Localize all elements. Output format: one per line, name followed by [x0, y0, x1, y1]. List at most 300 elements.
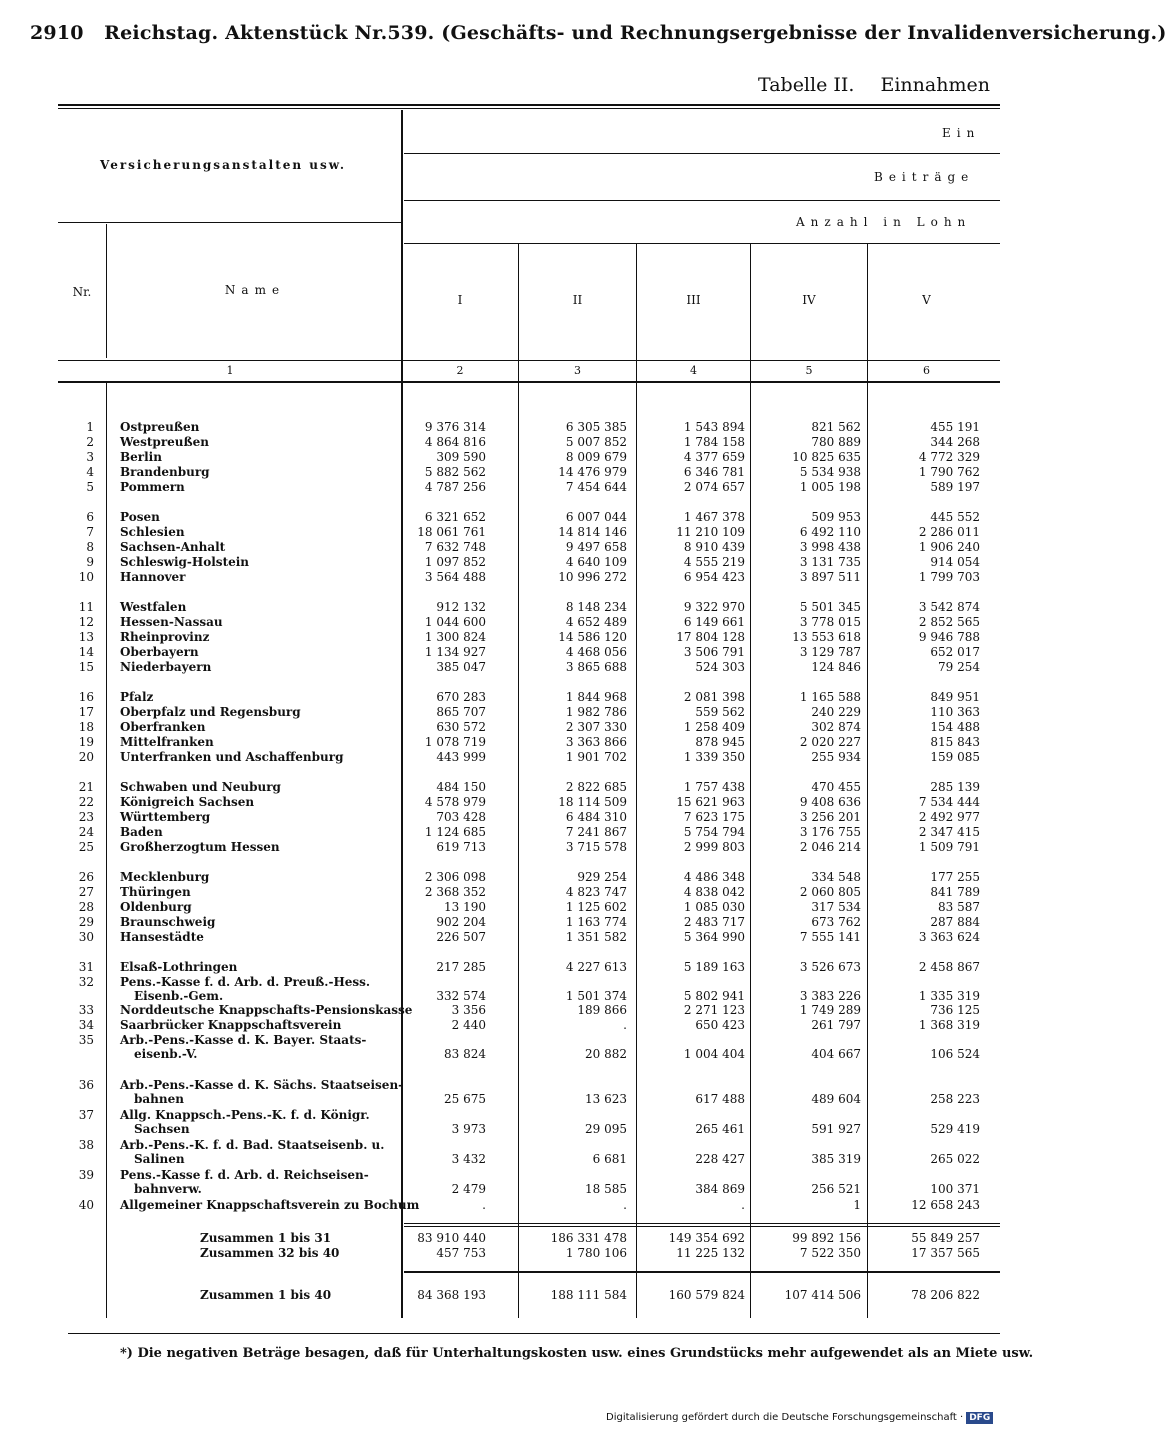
row-value-class-1: 3 564 488	[424, 570, 486, 584]
row-value-class-4: 2 020 227	[799, 735, 861, 749]
total-row	[0, 1288, 1000, 1303]
row-value-class-2: 3 715 578	[565, 840, 627, 854]
row-number: 13	[78, 630, 94, 644]
row-value-class-3: 2 483 717	[683, 915, 745, 929]
row-value-class-2: 189 866	[577, 1003, 627, 1017]
col-class-V: V	[922, 293, 931, 307]
row-value-class-5: 159 085	[930, 750, 980, 764]
table-row	[0, 540, 1000, 555]
row-value-class-1: 83 824	[444, 1047, 486, 1061]
row-value-class-1: 3 356	[451, 1003, 486, 1017]
total-row	[0, 1246, 1000, 1261]
row-name: Westfalen	[120, 600, 187, 614]
row-value-class-3: 7 623 175	[683, 810, 745, 824]
row-value-class-2: 1 125 602	[565, 900, 627, 914]
row-name-continued: Sachsen	[134, 1122, 190, 1136]
row-name-continued: Eisenb.-Gem.	[134, 989, 224, 1003]
row-value-class-4: 3 129 787	[799, 645, 861, 659]
row-value-class-3: .	[741, 1198, 745, 1212]
row-value-class-5: 455 191	[930, 420, 980, 434]
row-number: 16	[78, 690, 94, 704]
col-class-I: I	[457, 293, 463, 307]
col-number-6: 6	[923, 364, 930, 377]
row-value-class-1: 1 124 685	[424, 825, 486, 839]
row-name: Sachsen-Anhalt	[120, 540, 226, 554]
row-name: Allgemeiner Knappschaftsverein zu Bochum	[120, 1198, 420, 1212]
row-value-class-2: 8 148 234	[565, 600, 627, 614]
row-number: 1	[86, 420, 94, 434]
col-number-2: 2	[456, 364, 464, 377]
row-number: 37	[78, 1108, 94, 1122]
row-value-class-3: 559 562	[695, 705, 745, 719]
table-row	[0, 810, 1000, 825]
row-value-class-3: 5 364 990	[683, 930, 745, 944]
row-name: Berlin	[120, 450, 162, 464]
table-row	[0, 780, 1000, 795]
page-header	[30, 22, 1167, 44]
row-value-class-1: 443 999	[436, 750, 486, 764]
row-value-class-5: 2 286 011	[918, 525, 980, 539]
rule-anzahl	[404, 243, 1000, 244]
row-value-class-3: 1 004 404	[683, 1047, 745, 1061]
row-value-class-4: 1 165 588	[799, 690, 861, 704]
row-value-class-4: 2 046 214	[799, 840, 861, 854]
row-name: Allg. Knappsch.-Pens.-K. f. d. Königr.	[120, 1108, 370, 1122]
row-value-class-3: 1 757 438	[683, 780, 745, 794]
row-value-class-4: 240 229	[811, 705, 861, 719]
row-value-class-2: 1 901 702	[565, 750, 627, 764]
row-name: Mecklenburg	[120, 870, 210, 884]
row-value-class-1: 9 376 314	[424, 420, 486, 434]
row-value-class-3: 1 543 894	[683, 420, 745, 434]
table-row	[0, 1018, 1000, 1033]
rule-beitraege	[404, 200, 1000, 201]
table-row	[0, 840, 1000, 855]
row-value-class-3: 2 074 657	[683, 480, 745, 494]
row-number: 21	[78, 780, 94, 794]
row-number: 30	[78, 930, 94, 944]
row-value-class-4: 5 501 345	[799, 600, 861, 614]
row-value-class-1: 4 578 979	[424, 795, 486, 809]
table-top-rule-2	[58, 108, 1000, 109]
nr-divider-head	[106, 224, 107, 358]
row-value-class-2: 3 363 866	[565, 735, 627, 749]
table-row	[0, 1168, 1000, 1196]
row-value-class-2: 1 982 786	[565, 705, 627, 719]
row-value-class-2: 2 822 685	[565, 780, 627, 794]
total-value-class-3: 11 225 132	[676, 1246, 745, 1260]
row-value-class-2: 14 586 120	[558, 630, 627, 644]
total-value-class-5: 17 357 565	[911, 1246, 980, 1260]
row-value-class-4: 3 998 438	[799, 540, 861, 554]
row-value-class-5: 1 790 762	[918, 465, 980, 479]
table-row	[0, 720, 1000, 735]
row-value-class-4: 509 953	[811, 510, 861, 524]
row-number: 25	[78, 840, 94, 854]
row-value-class-4: 261 797	[811, 1018, 861, 1032]
table-row	[0, 900, 1000, 915]
rule-table-bottom	[68, 1333, 1000, 1334]
row-value-class-3: 384 869	[695, 1182, 745, 1196]
row-number: 10	[78, 570, 94, 584]
row-value-class-3: 1 339 350	[683, 750, 745, 764]
row-value-class-1: 912 132	[436, 600, 486, 614]
row-value-class-3: 5 189 163	[683, 960, 745, 974]
row-value-class-5: 849 951	[930, 690, 980, 704]
row-value-class-4: 3 897 511	[799, 570, 861, 584]
row-value-class-2: 18 585	[585, 1182, 627, 1196]
row-value-class-4: 3 176 755	[799, 825, 861, 839]
total-value-class-1: 83 910 440	[417, 1231, 486, 1245]
row-value-class-1: .	[482, 1198, 486, 1212]
row-value-class-2: 1 351 582	[565, 930, 627, 944]
row-value-class-1: 1 044 600	[424, 615, 486, 629]
row-value-class-5: 445 552	[930, 510, 980, 524]
row-name: Brandenburg	[120, 465, 210, 479]
row-value-class-2: 18 114 509	[558, 795, 627, 809]
rule-totals-top-2	[404, 1226, 1000, 1227]
row-number: 9	[86, 555, 94, 569]
row-number: 4	[86, 465, 94, 479]
row-value-class-4: 2 060 805	[799, 885, 861, 899]
row-value-class-5: 83 587	[938, 900, 980, 914]
row-value-class-4: 124 846	[811, 660, 861, 674]
table-row	[0, 645, 1000, 660]
row-name: Westpreußen	[120, 435, 209, 449]
row-value-class-1: 3 973	[451, 1122, 486, 1136]
table-section: Einnahmen	[880, 74, 990, 96]
row-value-class-4: 3 131 735	[799, 555, 861, 569]
table-row	[0, 600, 1000, 615]
row-value-class-3: 9 322 970	[683, 600, 745, 614]
row-value-class-5: 841 789	[930, 885, 980, 899]
total-value-class-5: 55 849 257	[911, 1231, 980, 1245]
row-name: Oberfranken	[120, 720, 206, 734]
row-value-class-4: 591 927	[811, 1122, 861, 1136]
row-name: Königreich Sachsen	[120, 795, 255, 809]
row-value-class-1: 2 479	[451, 1182, 486, 1196]
table-row	[0, 480, 1000, 495]
table-number: Tabelle II.	[758, 74, 855, 96]
row-value-class-4: 1 005 198	[799, 480, 861, 494]
row-value-class-2: 929 254	[577, 870, 627, 884]
row-value-class-4: 1 749 289	[799, 1003, 861, 1017]
total-label: Zusammen 1 bis 40	[200, 1288, 332, 1302]
row-value-class-4: 334 548	[811, 870, 861, 884]
total-value-class-2: 188 111 584	[550, 1288, 627, 1302]
total-value-class-4: 7 522 350	[799, 1246, 861, 1260]
row-value-class-5: 2 347 415	[918, 825, 980, 839]
total-value-class-3: 160 579 824	[668, 1288, 745, 1302]
row-value-class-1: 670 283	[436, 690, 486, 704]
row-number: 3	[86, 450, 94, 464]
row-number: 22	[78, 795, 94, 809]
row-name: Hannover	[120, 570, 186, 584]
row-value-class-1: 6 321 652	[424, 510, 486, 524]
row-value-class-4: 821 562	[811, 420, 861, 434]
table-row	[0, 555, 1000, 570]
row-number: 20	[78, 750, 94, 764]
row-name: Württemberg	[120, 810, 211, 824]
row-value-class-1: 25 675	[444, 1092, 486, 1106]
row-name: Pfalz	[120, 690, 154, 704]
row-name: Hessen-Nassau	[120, 615, 223, 629]
caption-beitraege: Beiträge	[874, 170, 975, 184]
row-value-class-2: 10 996 272	[558, 570, 627, 584]
table-row	[0, 825, 1000, 840]
row-name: Schleswig-Holstein	[120, 555, 250, 569]
row-number: 11	[78, 600, 94, 614]
total-label: Zusammen 1 bis 31	[200, 1231, 332, 1245]
table-row	[0, 525, 1000, 540]
row-value-class-1: 619 713	[436, 840, 486, 854]
total-value-class-4: 99 892 156	[792, 1231, 861, 1245]
row-value-class-2: 7 241 867	[565, 825, 627, 839]
row-value-class-4: 3 526 673	[799, 960, 861, 974]
caption-ein: Ein	[942, 126, 981, 140]
row-name: Arb.-Pens.-Kasse d. K. Sächs. Staatseisen-	[120, 1078, 404, 1092]
col-number-4: 4	[690, 364, 697, 377]
row-name: Saarbrücker Knappschaftsverein	[120, 1018, 342, 1032]
table-row	[0, 660, 1000, 675]
row-value-class-1: 309 590	[436, 450, 486, 464]
row-value-class-3: 265 461	[695, 1122, 745, 1136]
row-value-class-5: 1 799 703	[918, 570, 980, 584]
row-value-class-4: 317 534	[811, 900, 861, 914]
row-value-class-5: 652 017	[930, 645, 980, 659]
table-row	[0, 975, 1000, 1003]
row-number: 2	[86, 435, 94, 449]
table-row	[0, 735, 1000, 750]
row-value-class-3: 6 954 423	[683, 570, 745, 584]
row-name: Schlesien	[120, 525, 185, 539]
row-value-class-4: 470 455	[811, 780, 861, 794]
row-value-class-3: 1 467 378	[683, 510, 745, 524]
table-row	[0, 1033, 1000, 1061]
row-value-class-4: 3 256 201	[799, 810, 861, 824]
row-value-class-3: 650 423	[695, 1018, 745, 1032]
row-value-class-4: 1	[853, 1198, 861, 1212]
table-row	[0, 870, 1000, 885]
total-value-class-1: 84 368 193	[417, 1288, 486, 1302]
row-name: Oldenburg	[120, 900, 192, 914]
row-value-class-2: 1 501 374	[565, 989, 627, 1003]
group-left-caption: Versicherungsanstalten usw.	[100, 158, 347, 172]
row-value-class-5: 3 363 624	[918, 930, 980, 944]
row-number: 14	[78, 645, 94, 659]
table-row	[0, 615, 1000, 630]
row-value-class-2: 13 623	[585, 1092, 627, 1106]
row-name-continued: bahnverw.	[134, 1182, 202, 1196]
row-value-class-1: 385 047	[436, 660, 486, 674]
row-value-class-4: 3 383 226	[799, 989, 861, 1003]
row-number: 19	[78, 735, 94, 749]
row-number: 23	[78, 810, 94, 824]
row-value-class-5: 3 542 874	[918, 600, 980, 614]
row-number: 12	[78, 615, 94, 629]
row-name: Posen	[120, 510, 160, 524]
row-value-class-4: 5 534 938	[799, 465, 861, 479]
row-value-class-2: 6 305 385	[565, 420, 627, 434]
table-row	[0, 450, 1000, 465]
col-name-head: Name	[224, 283, 286, 297]
row-value-class-3: 1 784 158	[683, 435, 745, 449]
row-value-class-3: 5 754 794	[683, 825, 745, 839]
row-value-class-3: 617 488	[695, 1092, 745, 1106]
row-value-class-2: 4 652 489	[565, 615, 627, 629]
table-row	[0, 915, 1000, 930]
rule-totals-top	[404, 1223, 1000, 1224]
row-value-class-2: 6 681	[592, 1152, 627, 1166]
row-value-class-5: 4 772 329	[918, 450, 980, 464]
row-number: 34	[78, 1018, 94, 1032]
row-value-class-4: 302 874	[811, 720, 861, 734]
row-number: 38	[78, 1138, 94, 1152]
row-value-class-1: 2 368 352	[424, 885, 486, 899]
row-number: 27	[78, 885, 94, 899]
row-value-class-3: 4 486 348	[683, 870, 745, 884]
row-value-class-5: 1 368 319	[918, 1018, 980, 1032]
row-value-class-3: 4 377 659	[683, 450, 745, 464]
table-row	[0, 1138, 1000, 1166]
table-row	[0, 465, 1000, 480]
col-class-IV: IV	[802, 293, 816, 307]
row-value-class-3: 5 802 941	[683, 989, 745, 1003]
row-value-class-1: 630 572	[436, 720, 486, 734]
row-name: Elsaß-Lothringen	[120, 960, 238, 974]
row-number: 28	[78, 900, 94, 914]
row-value-class-3: 2 081 398	[683, 690, 745, 704]
table-row	[0, 435, 1000, 450]
table-row	[0, 570, 1000, 585]
row-value-class-1: 5 882 562	[424, 465, 486, 479]
col-number-3: 3	[574, 364, 581, 377]
row-value-class-5: 7 534 444	[918, 795, 980, 809]
row-value-class-2: 1 163 774	[565, 915, 627, 929]
row-number: 24	[78, 825, 94, 839]
row-value-class-5: 1 509 791	[918, 840, 980, 854]
row-value-class-2: 9 497 658	[565, 540, 627, 554]
digitization-credit	[606, 1412, 993, 1424]
row-value-class-5: 1 906 240	[918, 540, 980, 554]
total-label: Zusammen 32 bis 40	[200, 1246, 340, 1260]
row-number: 31	[78, 960, 94, 974]
row-value-class-3: 15 621 963	[676, 795, 745, 809]
total-value-class-1: 457 753	[436, 1246, 486, 1260]
row-value-class-1: 703 428	[436, 810, 486, 824]
row-number: 8	[86, 540, 94, 554]
row-value-class-3: 17 804 128	[676, 630, 745, 644]
page-title: Reichstag. Aktenstück Nr.539. (Geschäfts- und Rechnungsergebnisse der Invalidenversicherung.)	[104, 22, 1167, 44]
row-value-class-1: 332 574	[436, 989, 486, 1003]
row-name: Ostpreußen	[120, 420, 200, 434]
row-value-class-2: 7 454 644	[565, 480, 627, 494]
row-number: 5	[86, 480, 94, 494]
row-number: 6	[86, 510, 94, 524]
row-value-class-3: 8 910 439	[683, 540, 745, 554]
table-row	[0, 930, 1000, 945]
row-name: Rheinprovinz	[120, 630, 210, 644]
row-number: 35	[78, 1033, 94, 1047]
row-value-class-4: 255 934	[811, 750, 861, 764]
row-value-class-2: 8 009 679	[565, 450, 627, 464]
row-value-class-1: 18 061 761	[417, 525, 486, 539]
row-value-class-3: 4 555 219	[683, 555, 745, 569]
dfg-logo: DFG	[966, 1412, 993, 1424]
table-row	[0, 795, 1000, 810]
page-number: 2910	[30, 22, 84, 44]
row-number: 33	[78, 1003, 94, 1017]
row-number: 18	[78, 720, 94, 734]
row-value-class-5: 265 022	[930, 1152, 980, 1166]
row-value-class-5: 344 268	[930, 435, 980, 449]
rule-stub	[58, 222, 401, 223]
row-value-class-4: 3 778 015	[799, 615, 861, 629]
row-value-class-5: 177 255	[930, 870, 980, 884]
row-value-class-5: 529 419	[930, 1122, 980, 1136]
row-value-class-4: 10 825 635	[792, 450, 861, 464]
table-row	[0, 1108, 1000, 1136]
row-value-class-1: 1 097 852	[424, 555, 486, 569]
row-name: Großherzogtum Hessen	[120, 840, 280, 854]
row-value-class-5: 110 363	[930, 705, 980, 719]
row-value-class-5: 9 946 788	[918, 630, 980, 644]
table-row	[0, 705, 1000, 720]
row-value-class-5: 589 197	[930, 480, 980, 494]
row-number: 36	[78, 1078, 94, 1092]
row-value-class-1: 7 632 748	[424, 540, 486, 554]
row-value-class-2: 4 640 109	[565, 555, 627, 569]
row-number: 7	[86, 525, 94, 539]
row-value-class-5: 100 371	[930, 1182, 980, 1196]
row-value-class-3: 2 271 123	[683, 1003, 745, 1017]
row-value-class-2: 4 227 613	[565, 960, 627, 974]
row-value-class-1: 1 134 927	[424, 645, 486, 659]
row-value-class-5: 12 658 243	[911, 1198, 980, 1212]
row-value-class-2: 5 007 852	[565, 435, 627, 449]
row-value-class-4: 256 521	[811, 1182, 861, 1196]
row-name-continued: eisenb.-V.	[134, 1047, 198, 1061]
row-value-class-5: 914 054	[930, 555, 980, 569]
row-value-class-4: 673 762	[811, 915, 861, 929]
table-row	[0, 420, 1000, 435]
table-row	[0, 630, 1000, 645]
row-value-class-4: 780 889	[811, 435, 861, 449]
row-value-class-3: 2 999 803	[683, 840, 745, 854]
row-name: Thüringen	[120, 885, 191, 899]
col-class-III: III	[686, 293, 701, 307]
row-value-class-3: 878 945	[695, 735, 745, 749]
row-value-class-3: 1 085 030	[683, 900, 745, 914]
row-value-class-3: 4 838 042	[683, 885, 745, 899]
row-value-class-1: 484 150	[436, 780, 486, 794]
row-value-class-5: 2 852 565	[918, 615, 980, 629]
row-value-class-1: 4 787 256	[424, 480, 486, 494]
total-value-class-4: 107 414 506	[784, 1288, 861, 1302]
row-value-class-4: 7 555 141	[799, 930, 861, 944]
row-number: 15	[78, 660, 94, 674]
row-name: Arb.-Pens.-K. f. d. Bad. Staatseisenb. u.	[120, 1138, 385, 1152]
row-value-class-2: .	[623, 1018, 627, 1032]
row-name: Unterfranken und Aschaffenburg	[120, 750, 344, 764]
total-row	[0, 1231, 1000, 1246]
row-value-class-2: 3 865 688	[565, 660, 627, 674]
row-value-class-5: 287 884	[930, 915, 980, 929]
row-value-class-5: 79 254	[938, 660, 980, 674]
row-value-class-5: 2 458 867	[918, 960, 980, 974]
row-value-class-2: 29 095	[585, 1122, 627, 1136]
row-value-class-2: 14 476 979	[558, 465, 627, 479]
